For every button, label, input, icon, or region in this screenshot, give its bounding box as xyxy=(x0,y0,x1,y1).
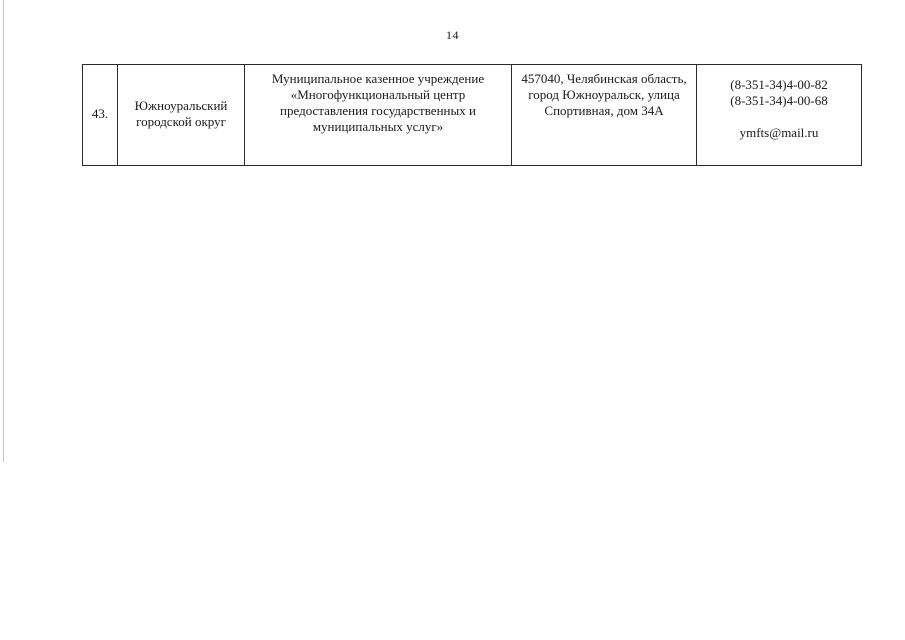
email-address: ymfts@mail.ru xyxy=(739,125,819,140)
mfc-registry-table xyxy=(82,64,862,166)
contacts-spacer xyxy=(701,109,857,125)
phone-number: (8-351-34)4-00-68 xyxy=(730,93,828,108)
table-row xyxy=(83,65,862,166)
scan-edge-line xyxy=(3,0,4,462)
row-number-cell: 43. xyxy=(83,65,118,166)
page-number: 14 xyxy=(446,28,459,42)
address-cell: 457040, Челябинская область, город Южноуральск, улица Спортивная, дом 34А xyxy=(512,65,697,166)
organization-cell: Муниципальное казенное учреждение «Многофункциональный центр предоставления государственных и муниципальных услуг» xyxy=(245,65,512,166)
phone-number: (8-351-34)4-00-82 xyxy=(730,77,828,92)
district-cell: Южноуральский городской округ xyxy=(118,65,245,166)
contacts-cell xyxy=(697,65,862,166)
